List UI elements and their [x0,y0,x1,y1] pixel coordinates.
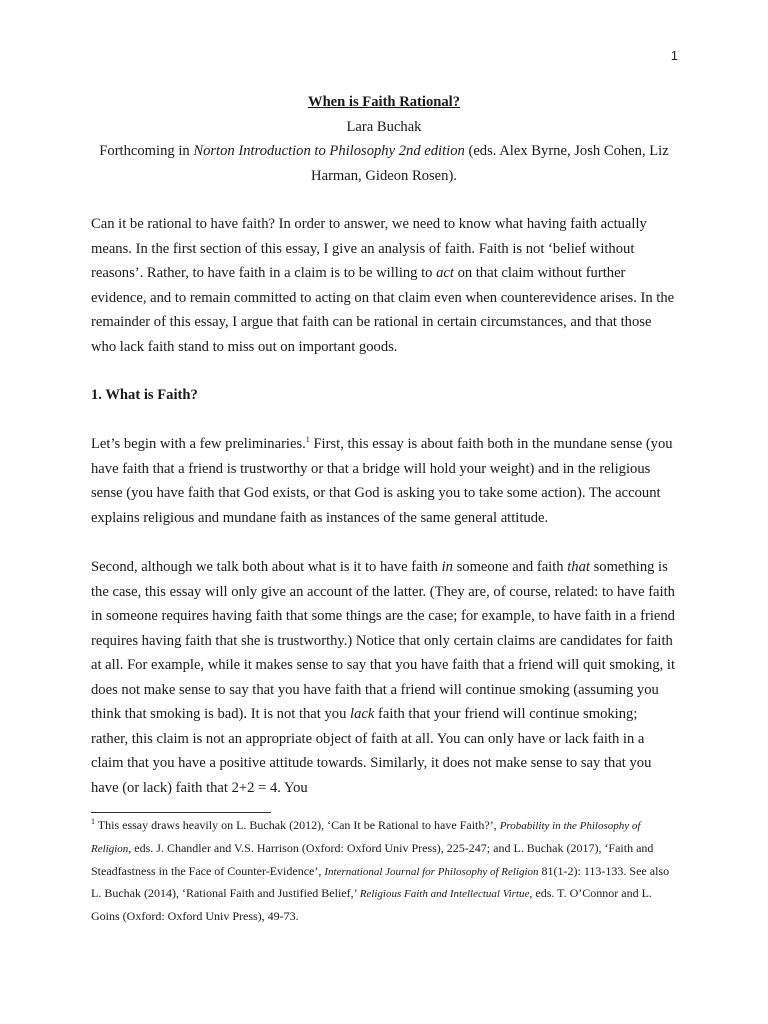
footnote-text-2: , eds. J. Chandler and V.S. Harrison (Oxford: Oxford Univ Press), 225-247; and L. Buchak (2017), ‘Faith and Steadfastness in the Face of Counter-Evidence’, [91,840,654,878]
emphasis-lack: lack [350,706,375,722]
footnote-divider [91,812,271,813]
section-heading: 1. What is Faith? [91,387,198,403]
essay-title [91,90,677,115]
emphasis-that: that [567,559,590,575]
document-header [91,90,677,188]
publication-note [91,139,677,188]
intro-text-a: Can it be rational to have faith? In order to answer, we need to know what having faith actually means. In the first section of this essay, I give an analysis of faith. Faith is not ‘belief without reasons’. Rather, to have faith in a claim is to be willing to [91,216,647,281]
footnote-book-title-1: Probability in the Philosophy of Religion [91,820,641,855]
section-paragraph-1 [91,432,677,530]
paragraph-1-text-a: Let’s begin with a few preliminaries. [91,436,306,452]
page-number: 1 [670,48,678,63]
intro-paragraph [91,212,677,359]
paragraph-1-text-b: First, this essay is about faith both in the mundane sense (you have faith that a friend is trustworthy or that a bridge will hold your weight) and in the religious sense (you have faith that God exists, or that God is asking you to take some action). The account explains religious and mundane faith as instances of the same general attitude. [91,436,673,526]
footnote-text-4: , eds. T. O’Connor and L. Goins (Oxford: Oxford Univ Press), 49-73. [91,886,652,924]
paragraph-2-text-c: something is the case, this essay will only give an account of the latter. (They are, of course, related: to have faith in someone requires having faith that some things are the case; for example, to have faith in a friend requires having faith that she is trustworthy.) Notice that only certain claims are candidates for faith at all. For example, while it makes sense to say that you have faith that a friend will quit smoking, it does not make sense to say that you have faith that a friend will continue smoking (assuming you think that smoking is bad). It is not that you [91,559,676,722]
footnote-1 [91,815,681,928]
footnote-book-title-2: Religious Faith and Intellectual Virtue [359,888,530,901]
publication-prefix: Forthcoming in [99,143,194,159]
author-name: Lara Buchak [346,118,422,135]
emphasis-in: in [441,559,453,575]
paragraph-2-text-b: someone and faith [452,559,568,575]
publication-title: Norton Introduction to Philosophy 2nd edition [193,143,465,159]
footnote-reference[interactable]: 1 [305,435,310,445]
section-paragraph-2 [91,555,677,800]
intro-text-b: on that claim without further evidence, and to remain committed to acting on that claim even when counterevidence arises. In the remainder of this essay, I argue that faith can be rational in certain circumstances, and that those who lack faith stand to miss out on important goods. [91,265,675,355]
footnote-journal-title: International Journal for Philosophy of Religion [324,865,539,878]
paragraph-2-text-a: Second, although we talk both about what is it to have faith [91,559,442,575]
publication-editors: (eds. Alex Byrne, Josh Cohen, Liz Harman, Gideon Rosen). [311,143,669,184]
footnote-text-1: This essay draws heavily on L. Buchak (2012), ‘Can It be Rational to have Faith?’, [95,818,500,832]
essay-title-text: When is Faith Rational? [307,94,461,110]
footnote-marker: 1 [91,817,95,826]
intro-emphasis-act: act [436,265,454,281]
paragraph-2-text-d: faith that your friend will continue smoking; rather, this claim is not an appropriate object of faith at all. You can only have or lack faith in a claim that you have a positive attitude towards. Similarly, it does not make sense to say that you have (or lack) faith that 2+2 = 4. You [91,706,652,796]
footnote-text-3: 81(1-2): 113-133. See also L. Buchak (2014), ‘Rational Faith and Justified Belief,’ [91,863,670,901]
